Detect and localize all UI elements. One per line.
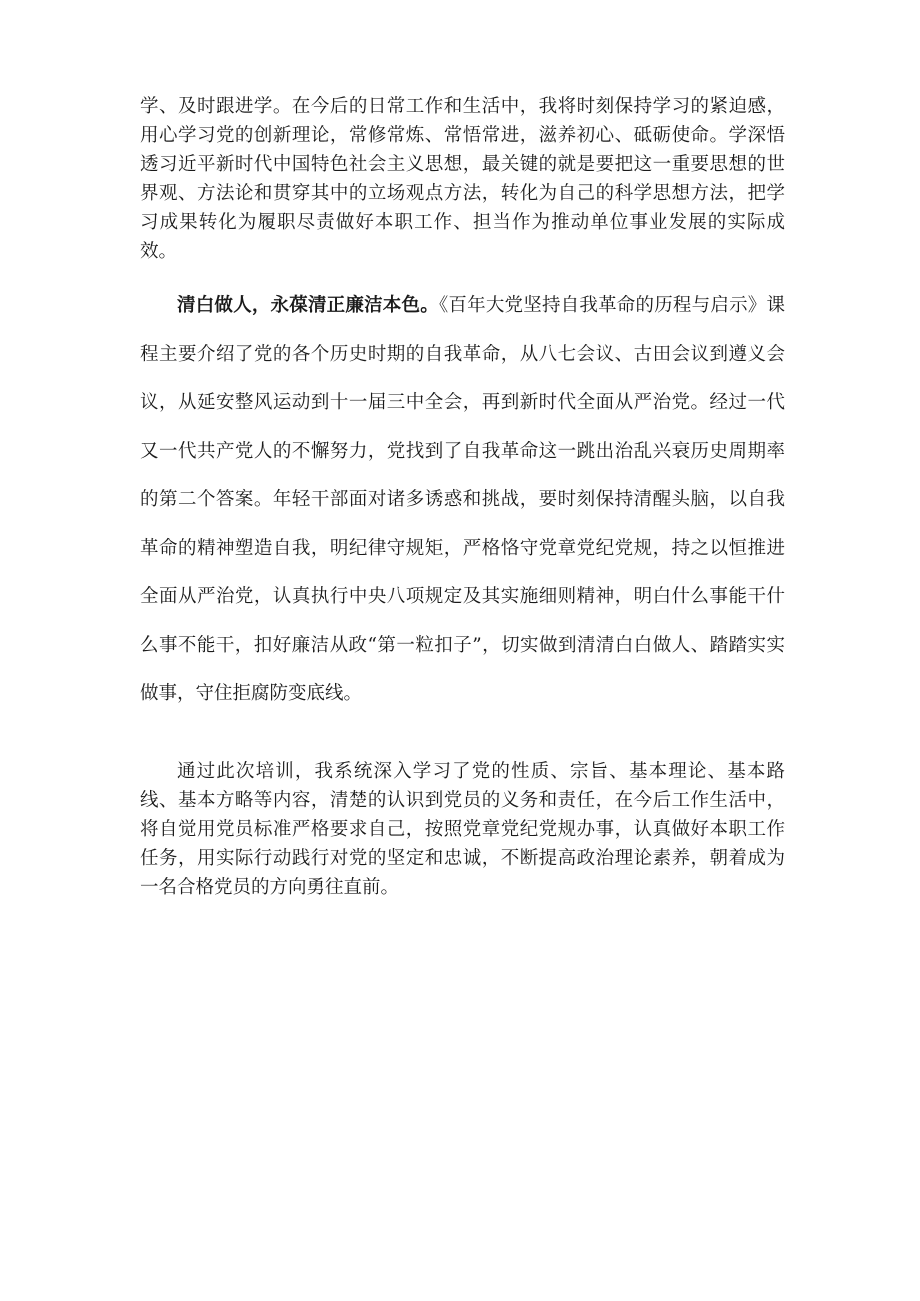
paragraph-integrity [140,282,785,719]
paragraph-text: 通过此次培训，我系统深入学习了党的性质、宗旨、基本理论、基本路线、基本方略等内容，清楚的认识到党员的义务和责任，在今后工作生活中，将自觉用党员标准严格要求自己，按照党章党纪党规办事，认真做好本职工作任务，用实际行动践行对党的坚定和忠诚，不断提高政治理论素养，朝着成为一名合格党员的方向勇往直前。 [140,761,785,898]
paragraph-text: 《百年大党坚持自我革命的历程与启示》课程主要介绍了党的各个历史时期的自我革命，从八七会议、古田会议到遵义会议，从延安整风运动到十一届三中全会，再到新时代全面从严治党。经过一代又一代共产党人的不懈努力，党找到了自我革命这一跳出治乱兴衰历史周期率的第二个答案。年轻干部面对诸多诱惑和挑战，要时刻保持清醒头脑，以自我革命的精神塑造自我，明纪律守规矩，严格恪守党章党纪党规，持之以恒推进全面从严治党，认真执行中央八项规定及其实施细则精神，明白什么事能干什么事不能干，扣好廉洁从政“第一粒扣子”，切实做到清清白白做人、踏踏实实做事，守住拒腐防变底线。 [140,295,785,704]
paragraph-text: 学、及时跟进学。在今后的日常工作和生活中，我将时刻保持学习的紧迫感，用心学习党的创新理论，常修常炼、常悟常进，滋养初心、砥砺使命。学深悟透习近平新时代中国特色社会主义思想，最关键的就是要把这一重要思想的世界观、方法论和贯穿其中的立场观点方法，转化为自己的科学思想方法，把学习成果转化为履职尽责做好本职工作、担当作为推动单位事业发展的实际成效。 [140,96,785,262]
paragraph-conclusion [140,757,785,902]
paragraph-lead-heading: 清白做人，永葆清正廉洁本色。 [177,295,439,316]
paragraph-continuation [140,92,785,266]
